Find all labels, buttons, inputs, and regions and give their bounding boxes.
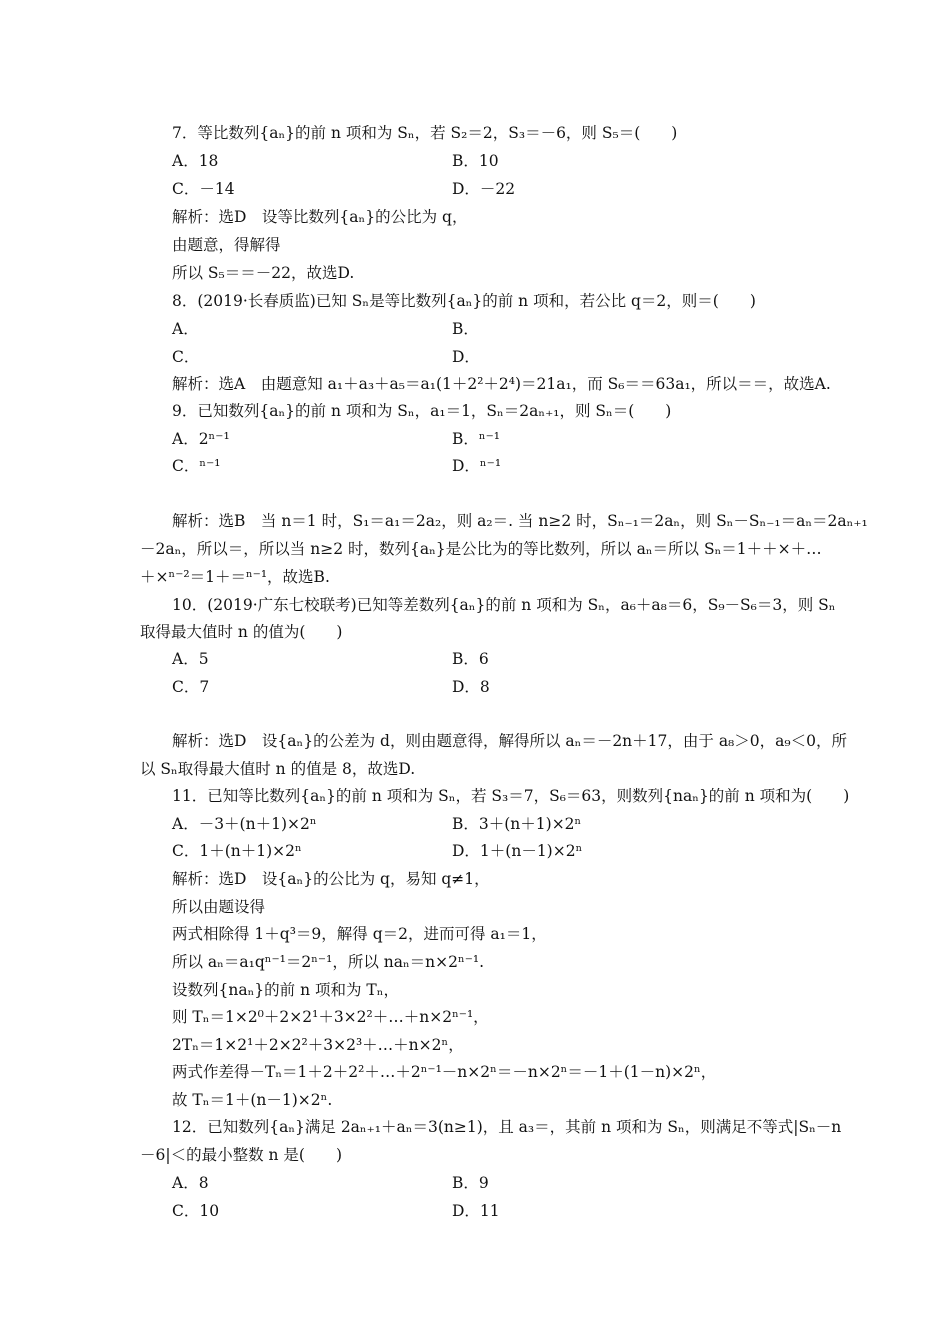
- options-row: [0, 452, 950, 480]
- solution-line: [0, 259, 950, 287]
- solution-line: [0, 203, 950, 231]
- question-stem: 7．等比数列{aₙ}的前 n 项和为 Sₙ，若 S₂＝2，S₃＝－6，则 S₅＝( ): [172, 124, 678, 142]
- question-10: [0, 591, 950, 619]
- solution-text: 解析：选A 由题意知 a₁＋a₃＋a₅＝a₁(1＋2²＋2⁴)＝21a₁，而 S₆＝＝63a₁，所以＝＝，故选A.: [172, 375, 831, 393]
- solution-line: [0, 755, 950, 783]
- solution-line: [0, 1031, 950, 1059]
- option-b: B．3＋(n＋1)×2ⁿ: [452, 815, 582, 833]
- option-d: D．ⁿ⁻¹: [452, 457, 502, 475]
- option-a: A．2ⁿ⁻¹: [172, 430, 230, 448]
- solution-text: 所以 aₙ＝a₁qⁿ⁻¹＝2ⁿ⁻¹，所以 naₙ＝n×2ⁿ⁻¹.: [172, 953, 485, 971]
- solution-line: [0, 893, 950, 921]
- solution-line: [0, 727, 950, 755]
- options-row: [0, 175, 950, 203]
- options-row: [0, 315, 950, 343]
- solution-line: [0, 920, 950, 948]
- solution-text: 设数列{naₙ}的前 n 项和为 Tₙ，: [172, 981, 399, 999]
- solution-line: [0, 948, 950, 976]
- option-d: D．1＋(n－1)×2ⁿ: [452, 842, 583, 860]
- question-7: [0, 119, 950, 147]
- option-c: C．10: [172, 1202, 220, 1220]
- solution-text: 以 Sₙ取得最大值时 n 的值是 8，故选D.: [140, 760, 416, 778]
- solution-line: [0, 976, 950, 1004]
- question-11: [0, 782, 950, 810]
- options-row: [0, 425, 950, 453]
- question-10-continued: [0, 618, 950, 646]
- solution-text: 解析：选D 设等比数列{aₙ}的公比为 q，: [172, 208, 468, 226]
- options-row: [0, 810, 950, 838]
- solution-text: 由题意，得解得: [172, 236, 281, 254]
- options-row: [0, 645, 950, 673]
- question-12: [0, 1113, 950, 1141]
- option-b: B．9: [452, 1174, 489, 1192]
- solution-line: [0, 865, 950, 893]
- options-row: [0, 1169, 950, 1197]
- option-d: D．: [452, 348, 480, 366]
- option-c: C．1＋(n＋1)×2ⁿ: [172, 842, 302, 860]
- option-d: D．8: [452, 678, 490, 696]
- question-stem: 12．已知数列{aₙ}满足 2aₙ₊₁＋aₙ＝3(n≥1)，且 a₃＝，其前 n 项和为 Sₙ，则满足不等式|Sₙ－n: [172, 1118, 842, 1136]
- question-stem: 10．(2019·广东七校联考)已知等差数列{aₙ}的前 n 项和为 Sₙ，a₆＋a₈＝6，S₉－S₆＝3，则 Sₙ: [172, 596, 836, 614]
- solution-text: 两式相除得 1＋q³＝9，解得 q＝2，进而可得 a₁＝1，: [172, 925, 547, 943]
- options-row: [0, 1197, 950, 1225]
- question-8: [0, 287, 950, 315]
- option-b: B．ⁿ⁻¹: [452, 430, 500, 448]
- option-a: A．5: [172, 650, 209, 668]
- solution-text: －2aₙ，所以＝，所以当 n≥2 时，数列{aₙ}是公比为的等比数列，所以 aₙ＝所以 Sₙ＝1＋＋×＋…: [140, 540, 822, 558]
- option-c: C．: [172, 348, 200, 366]
- solution-line: [0, 563, 950, 591]
- question-9: [0, 397, 950, 425]
- question-stem: 8．(2019·长春质监)已知 Sₙ是等比数列{aₙ}的前 n 项和，若公比 q＝2，则＝( ): [172, 292, 756, 310]
- question-12-continued: [0, 1141, 950, 1169]
- solution-text: 故 Tₙ＝1＋(n－1)×2ⁿ.: [172, 1091, 333, 1109]
- solution-text: 解析：选D 设{aₙ}的公差为 d，则由题意得，解得所以 aₙ＝－2n＋17，由于 a₈＞0，a₉＜0，所: [172, 732, 847, 750]
- solution-line: [0, 1003, 950, 1031]
- options-row: [0, 343, 950, 371]
- options-row: [0, 147, 950, 175]
- solution-line: [0, 370, 950, 398]
- solution-line: [0, 1086, 950, 1114]
- solution-text: 解析：选D 设{aₙ}的公比为 q，易知 q≠1，: [172, 870, 490, 888]
- question-stem: 11．已知等比数列{aₙ}的前 n 项和为 Sₙ，若 S₃＝7，S₆＝63，则数列{naₙ}的前 n 项和为( ): [172, 787, 850, 805]
- option-a: A．－3＋(n＋1)×2ⁿ: [172, 815, 317, 833]
- question-stem: 取得最大值时 n 的值为( ): [140, 623, 343, 641]
- option-a: A．8: [172, 1174, 209, 1192]
- option-d: D．11: [452, 1202, 500, 1220]
- solution-text: 所以由题设得: [172, 898, 266, 916]
- options-row: [0, 837, 950, 865]
- option-a: A．18: [172, 152, 219, 170]
- solution-line: [0, 231, 950, 259]
- option-d: D．－22: [452, 180, 516, 198]
- option-c: C．ⁿ⁻¹: [172, 457, 221, 475]
- option-b: B．6: [452, 650, 489, 668]
- option-b: B．: [452, 320, 479, 338]
- option-c: C．－14: [172, 180, 235, 198]
- solution-text: 则 Tₙ＝1×2⁰＋2×2¹＋3×2²＋…＋n×2ⁿ⁻¹，: [172, 1008, 489, 1026]
- option-b: B．10: [452, 152, 499, 170]
- solution-text: 两式作差得－Tₙ＝1＋2＋2²＋…＋2ⁿ⁻¹－n×2ⁿ＝－n×2ⁿ＝－1＋(1－n)×2ⁿ，: [172, 1063, 717, 1081]
- option-a: A．: [172, 320, 199, 338]
- question-stem: 9．已知数列{aₙ}的前 n 项和为 Sₙ，a₁＝1，Sₙ＝2aₙ₊₁，则 Sₙ＝( ): [172, 402, 672, 420]
- option-c: C．7: [172, 678, 210, 696]
- solution-text: ＋×ⁿ⁻²＝1＋＝ⁿ⁻¹，故选B.: [140, 568, 330, 586]
- solution-text: 解析：选B 当 n＝1 时，S₁＝a₁＝2a₂，则 a₂＝. 当 n≥2 时，Sₙ₋₁＝2aₙ，则 Sₙ－Sₙ₋₁＝aₙ＝2aₙ₊₁: [172, 512, 868, 530]
- options-row: [0, 673, 950, 701]
- question-stem: －6|＜的最小整数 n 是( ): [140, 1146, 343, 1164]
- solution-line: [0, 507, 950, 535]
- solution-line: [0, 535, 950, 563]
- solution-text: 2Tₙ＝1×2¹＋2×2²＋3×2³＋…＋n×2ⁿ，: [172, 1036, 464, 1054]
- solution-text: 所以 S₅＝＝－22，故选D.: [172, 264, 355, 282]
- solution-line: [0, 1058, 950, 1086]
